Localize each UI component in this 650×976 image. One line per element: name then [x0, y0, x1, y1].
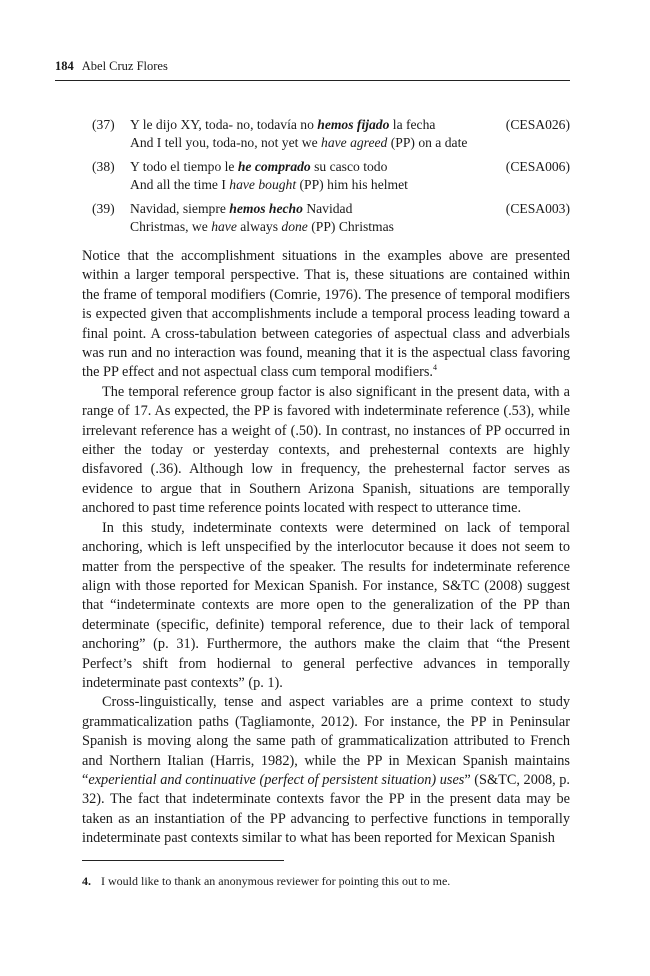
example-spanish-line: Y le dijo XY, toda- no, todavía no hemos fijado la fecha [130, 117, 436, 132]
paragraph: In this study, indeterminate contexts were determined on lack of temporal anchoring, which is left unspecified by the interlocutor because it does not seem to matter from the perspective of the speaker. The results for indeterminate reference align with those reported for Mexican Spanish. For instance, S&TC (2008) suggest that “indeterminate contexts are more open to the generalization of the PP than determinate (specific, definite) temporal reference, due to their lack of temporal anchoring” (p. 31). Furthermore, the authors make the claim that “the Present Perfect’s shift from hodiernal to general perfective advances in temporally indeterminate past contexts” (p. 1). [82, 519, 570, 691]
header-rule [55, 80, 570, 81]
example-spanish-line: Y todo el tiempo le he comprado su casco todo [130, 159, 388, 174]
example-39 [92, 200, 570, 236]
footnote-rule [82, 860, 284, 861]
example-list [92, 116, 570, 242]
footnote-number: 4. [82, 874, 91, 888]
example-38 [92, 158, 570, 194]
footnote-text: I would like to thank an anonymous reviewer for pointing this out to me. [101, 874, 451, 888]
example-corpus-code: (CESA006) [505, 159, 570, 174]
page-number: 184 [55, 59, 74, 73]
example-corpus-code: (CESA026) [505, 117, 570, 132]
footnote-marker: 4 [432, 363, 437, 373]
example-37 [92, 116, 570, 152]
running-header [55, 58, 570, 74]
example-english-line: Christmas, we have always done (PP) Christmas [130, 219, 394, 234]
paragraph: Cross-linguistically, tense and aspect variables are a prime context to study grammaticalization paths (Tagliamonte, 2012). For instance, the PP in Peninsular Spanish is moving along the same path of grammaticalization attributed to French and Northern Italian (Harris, 1982), while the PP in Mexican Spanish maintains “experiential and continuative (perfect of persistent situation) uses” (S&TC, 2008, p. 32). The fact that indeterminate contexts favor the PP in the present data may be taken as an instantiation of the PP advancing to perfective functions in temporally indeterminate past contexts similar to what has been reported for Mexican Spanish [82, 694, 571, 847]
example-number: (38) [92, 159, 115, 174]
body-text [82, 247, 570, 849]
running-header-author: Abel Cruz Flores [81, 59, 168, 73]
example-number: (39) [92, 201, 115, 216]
paragraph: The temporal reference group factor is also significant in the present data, with a range of 17. As expected, the PP is favored with indeterminate reference (.53), while irrelevant reference has a weight of (.50). In contrast, no instances of PP occurred in either the today or yesterday contexts, and prehesternal contexts are highly disfavored (.36). Although low in frequency, the prehesternal factor serves as evidence to argue that in Southern Arizona Spanish, situations are temporally anchored to past time reference points located with respect to utterance time. [82, 383, 570, 517]
example-spanish-line: Navidad, siempre hemos hecho Navidad [130, 201, 353, 216]
example-corpus-code: (CESA003) [505, 201, 570, 216]
footnote [82, 873, 570, 889]
example-number: (37) [92, 117, 115, 132]
example-english-line: And all the time I have bought (PP) him his helmet [130, 177, 408, 192]
example-english-line: And I tell you, toda-no, not yet we have agreed (PP) on a date [130, 135, 468, 150]
paragraph: Notice that the accomplishment situations in the examples above are presented within a larger temporal perspective. That is, these situations are contained within the frame of temporal modifiers (Comrie, 1976). The presence of temporal modifiers is expected given that accomplishments include a temporal process leading toward a final point. A cross-tabulation between categories of aspectual class and adverbials was run and no interaction was found, meaning that it is the aspectual class favoring the PP effect and not aspectual class cum temporal modifiers.$^4$ [82, 248, 570, 381]
